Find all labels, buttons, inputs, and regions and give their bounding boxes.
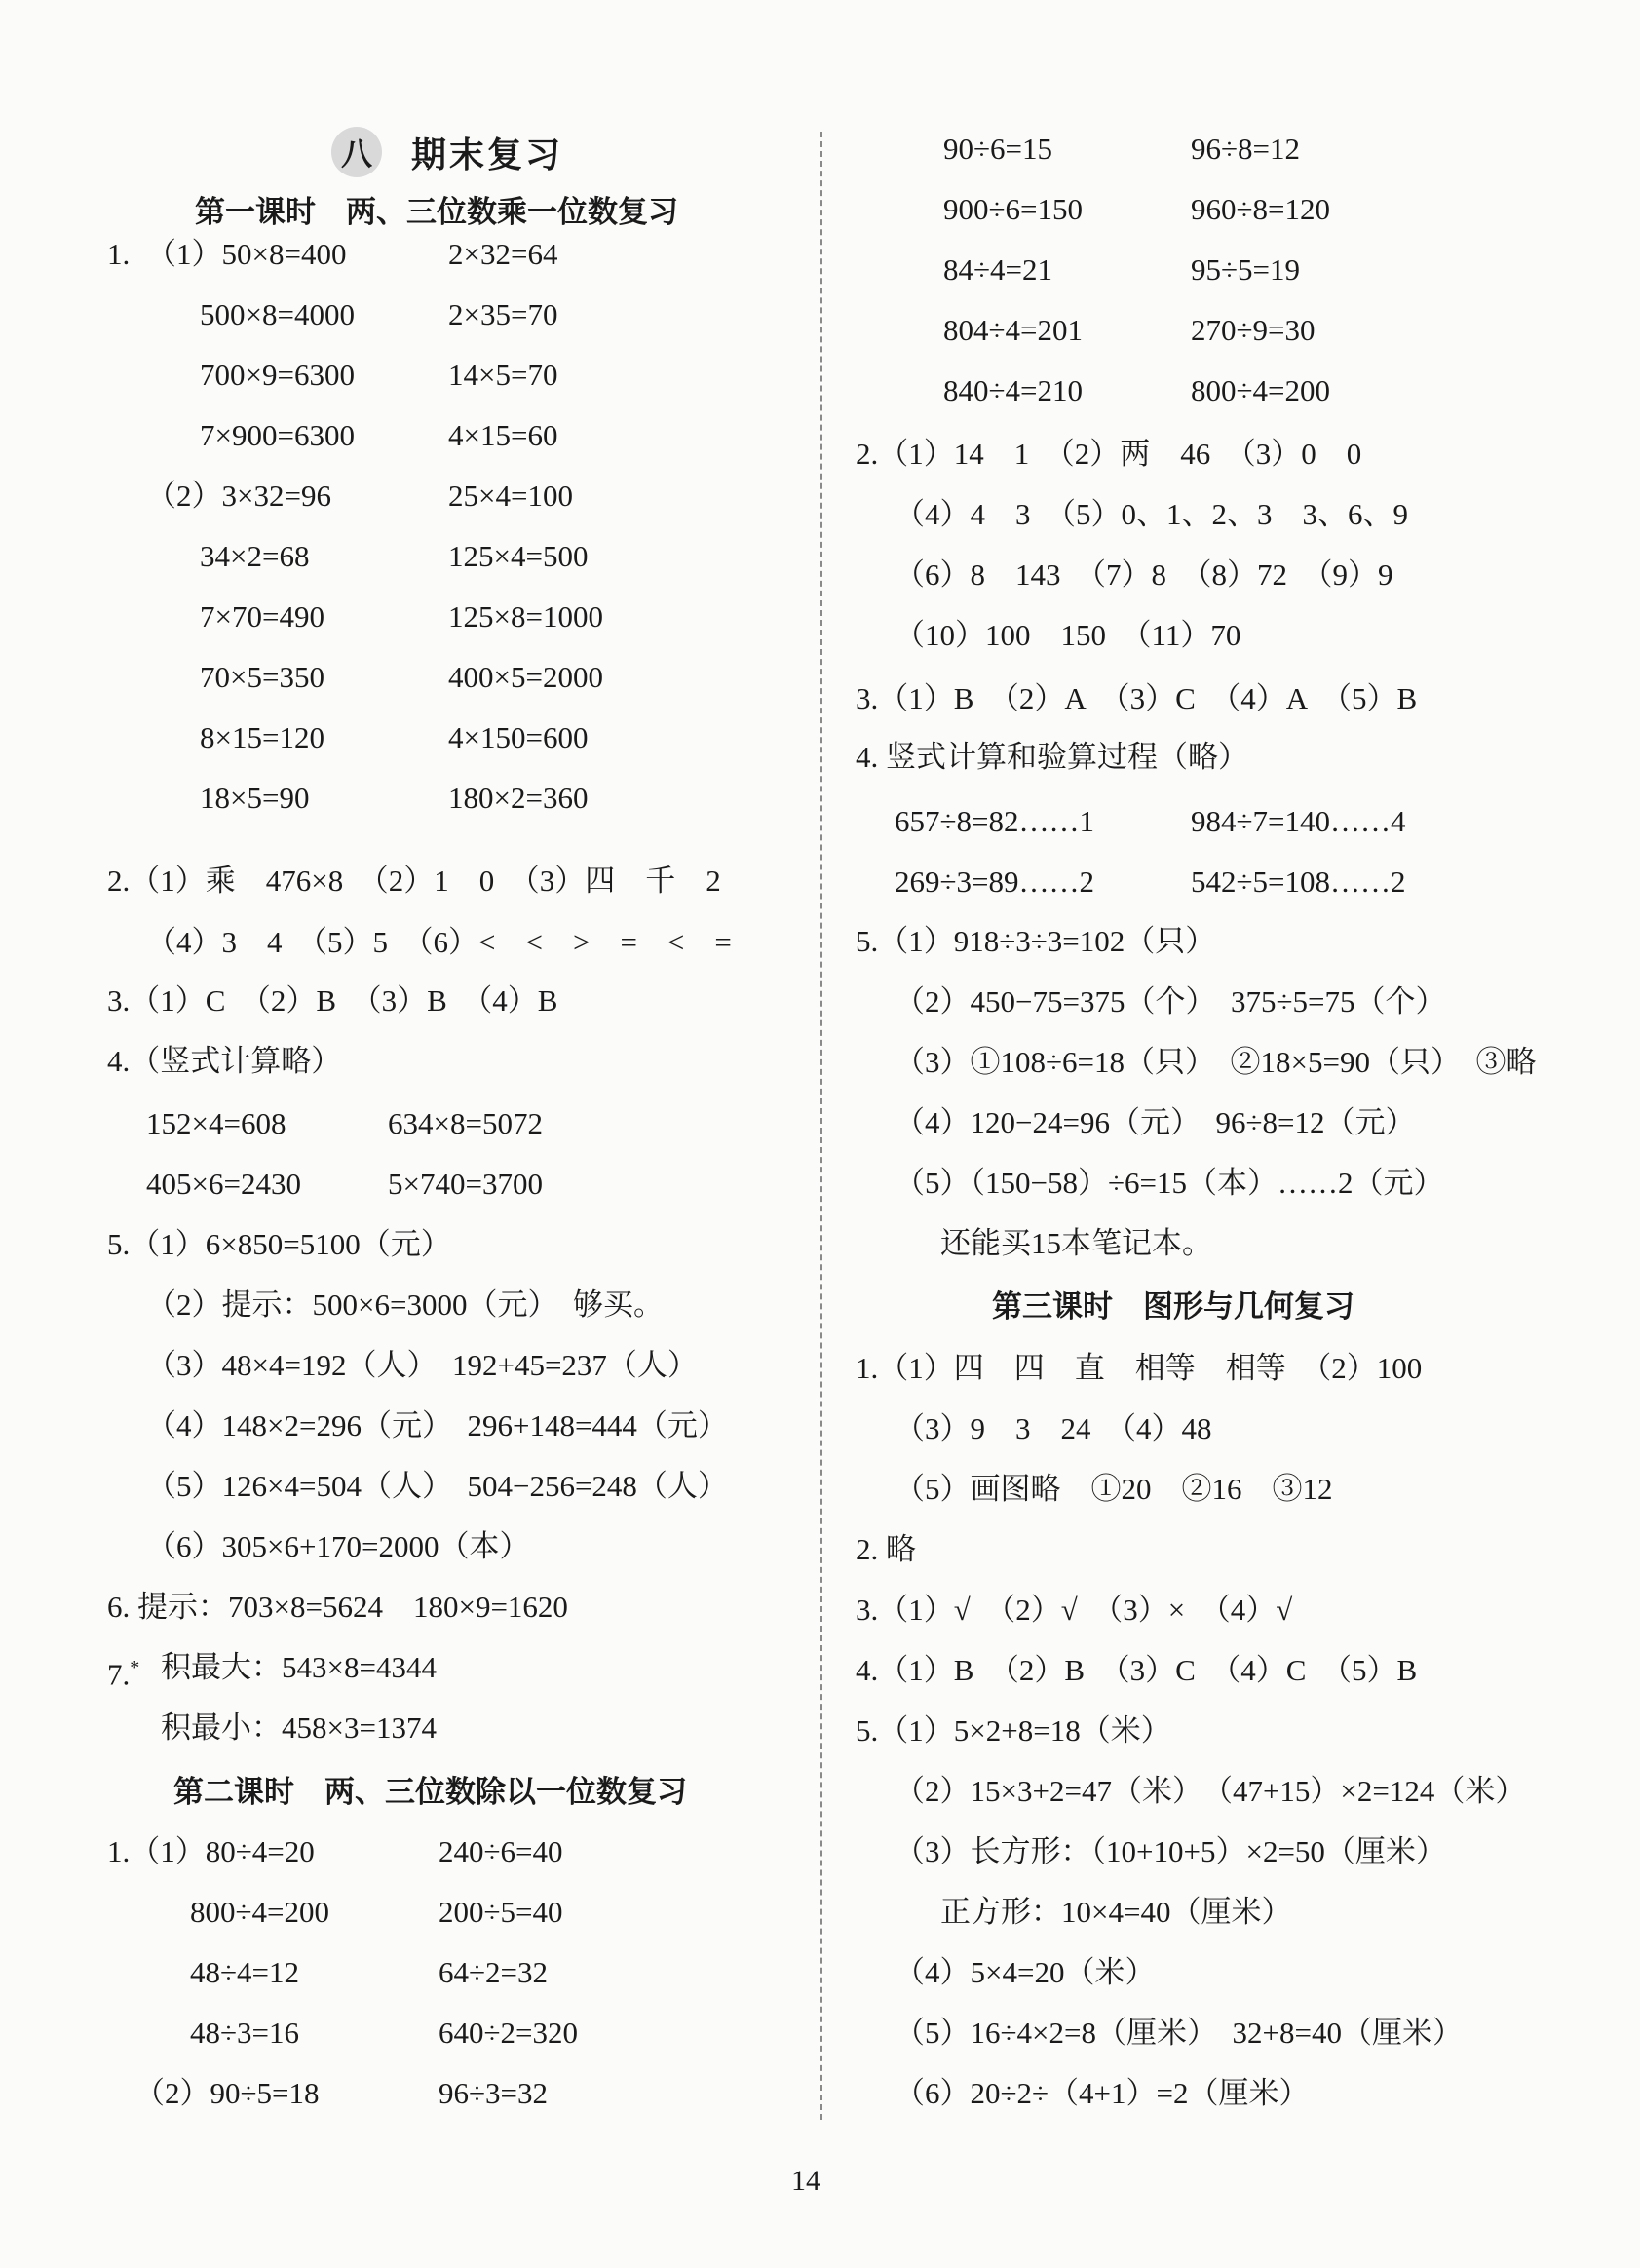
answer-line: （4）120−24=96（元） 96÷8=12（元） [895,1105,1416,1139]
answer-line: 125×8=1000 [448,599,603,634]
answer-line: 18×5=90 [200,781,310,815]
answer-number: 7.* [107,1657,140,1692]
chapter-title [331,125,563,179]
answer-line: 4×15=60 [448,418,558,452]
answer-line: 800÷4=200 [190,1895,329,1929]
answer-line: 正方形：10×4=40（厘米） [940,1895,1292,1929]
answer-line: 2×35=70 [448,297,558,331]
answer-line: （5）16÷4×2=8（厘米） 32+8=40（厘米） [895,2016,1463,2050]
answer-line: 95÷5=19 [1191,252,1300,287]
answer-line: （4）5×4=20（米） [895,1955,1156,1989]
answer-line: 1.（1）80÷4=20 [107,1834,315,1868]
answer-line: 90÷6=15 [943,132,1052,166]
answer-line: 64÷2=32 [439,1955,548,1989]
answer-line: 还能买15本笔记本。 [940,1226,1212,1260]
answer-line: （4）4 3 （5）0、1、2、3 3、6、9 [895,497,1408,531]
answer-line: （2）450−75=375（个） 375÷5=75（个） [895,984,1446,1019]
answer-line: 200÷5=40 [439,1895,563,1929]
answer-line: 634×8=5072 [388,1106,543,1140]
answer-number: 1. [107,237,131,271]
answer-line: （3）①108÷6=18（只） ②18×5=90（只） ③略 [895,1045,1537,1079]
column-divider [820,132,822,2120]
answer-line: （6）20÷2÷（4+1）=2（厘米） [895,2076,1310,2110]
answer-line: （3）48×4=192（人） 192+45=237（人） [146,1348,698,1382]
answer-line: 48÷4=12 [190,1955,299,1989]
answer-line: 1.（1）四 四 直 相等 相等 （2）100 [856,1351,1423,1385]
section-title-lesson-1: 第一课时 两、三位数乘一位数复习 [195,195,678,230]
answer-line: 34×2=68 [200,539,310,573]
answer-line: 积最小：458×3=1374 [161,1711,437,1745]
asterisk-mark: * [130,1657,140,1678]
answer-line: 2. 略 [856,1532,916,1566]
answer-line: 84÷4=21 [943,252,1052,287]
answer-line: 3.（1）B （2）A （3）C （4）A （5）B [856,681,1418,715]
answer-line: （2）提示：500×6=3000（元） 够买。 [146,1288,664,1322]
chapter-heading: 期末复习 [411,135,564,175]
answer-line: 2×32=64 [448,237,558,271]
answer-line: 900÷6=150 [943,192,1083,226]
answer-line: 70×5=350 [200,660,324,694]
answer-line: 96÷3=32 [439,2076,548,2110]
answer-line: 4.（1）B （2）B （3）C （4）C （5）B [856,1653,1418,1687]
answer-line: 700×9=6300 [200,358,355,392]
answer-line: （5）（150−58）÷6=15（本）……2（元） [895,1166,1444,1200]
answer-line: 640÷2=320 [439,2016,578,2050]
answer-line: （2）15×3+2=47（米） （47+15）×2=124（米） [895,1774,1526,1808]
answer-line: 5×740=3700 [388,1167,543,1201]
answer-line: 180×2=360 [448,781,589,815]
answer-line: （6）8 143 （7）8 （8）72 （9）9 [895,557,1393,592]
answer-line: 5.（1）5×2+8=18（米） [856,1713,1171,1748]
answer-line: 4. 竖式计算和验算过程（略） [856,740,1248,774]
answer-line: 960÷8=120 [1191,192,1330,226]
answer-line: （2）3×32=96 [146,479,331,513]
answer-line: 3.（1）√ （2）√ （3）× （4）√ [856,1593,1293,1627]
answer-line: （4）3 4 （5）5 （6）< < > = < = [146,925,732,959]
answer-line: 96÷8=12 [1191,132,1300,166]
answer-line: 240÷6=40 [439,1834,563,1868]
answer-line: 657÷8=82……1 [895,804,1094,838]
answer-line: （4）148×2=296（元） 296+148=444（元） [146,1408,728,1442]
answer-line: （6）305×6+170=2000（本） [146,1529,530,1563]
answer-line: 7×70=490 [200,599,324,634]
answer-line: 269÷3=89……2 [895,865,1094,899]
answer-line: 14×5=70 [448,358,558,392]
page-number: 14 [791,2165,820,2197]
answer-line: 125×4=500 [448,539,589,573]
answer-line: 800÷4=200 [1191,373,1330,407]
answer-line: 积最大：543×8=4344 [161,1650,437,1684]
answer-line: 542÷5=108……2 [1191,865,1406,899]
answer-line: （3）9 3 24 （4）48 [895,1411,1212,1445]
answer-line: 270÷9=30 [1191,313,1316,347]
answer-line: （2）90÷5=18 [134,2076,320,2110]
answer-line: （1）50×8=400 [146,237,347,271]
chapter-number-badge: 八 [331,127,382,177]
answer-line: 7×900=6300 [200,418,355,452]
answer-line: 400×5=2000 [448,660,603,694]
answer-line: 500×8=4000 [200,297,355,331]
answer-line: 4×150=600 [448,720,589,754]
answer-line: （5）126×4=504（人） 504−256=248（人） [146,1469,728,1503]
answer-line: （5）画图略 ①20 ②16 ③12 [895,1472,1333,1506]
answer-line: 152×4=608 [146,1106,286,1140]
answer-line: 984÷7=140……4 [1191,804,1406,838]
answer-line: 4.（竖式计算略） [107,1044,342,1078]
answer-line: 3.（1）C （2）B （3）B （4）B [107,983,558,1018]
answer-line: （3）长方形：（10+10+5）×2=50（厘米） [895,1834,1446,1868]
answer-line: 48÷3=16 [190,2016,299,2050]
answer-line: 2.（1）乘 476×8 （2）1 0 （3）四 千 2 [107,864,721,898]
answer-line: 5.（1）6×850=5100（元） [107,1227,451,1261]
answer-line: 840÷4=210 [943,373,1083,407]
answer-line: 25×4=100 [448,479,573,513]
answer-line: 5.（1）918÷3÷3=102（只） [856,924,1216,958]
answer-line: 804÷4=201 [943,313,1083,347]
section-title-lesson-3: 第三课时 图形与几何复习 [992,1289,1354,1325]
answer-line: 6. 提示：703×8=5624 180×9=1620 [107,1590,568,1624]
answer-line: 405×6=2430 [146,1167,301,1201]
answer-line: 2.（1）14 1 （2）两 46 （3）0 0 [856,437,1362,471]
answer-line: （10）100 150 （11）70 [895,618,1241,652]
section-title-lesson-2: 第二课时 两、三位数除以一位数复习 [173,1775,687,1810]
answer-line: 8×15=120 [200,720,324,754]
